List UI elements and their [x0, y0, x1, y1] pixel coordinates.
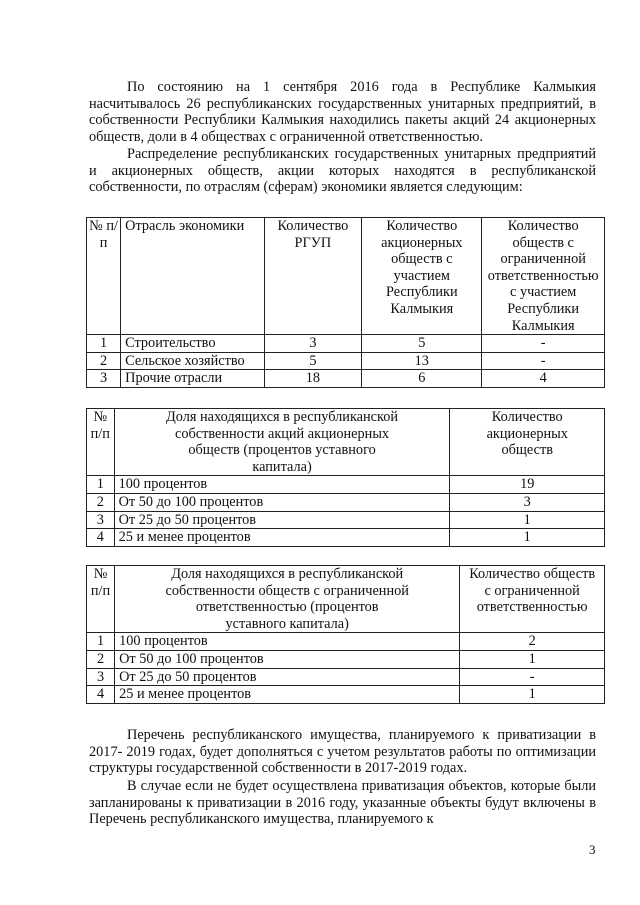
- paragraph-distribution: Распределение республиканских государственных унитарных предприятий и акционерных обществ, акции которых находятся в республиканской собственности, по отраслям (сферам) экономики является следующим:: [89, 146, 596, 196]
- header-num: № п/п: [87, 409, 115, 476]
- cell-count: 1: [460, 650, 605, 668]
- cell-count: -: [460, 668, 605, 686]
- table-row: [87, 335, 605, 353]
- cell-rgup: 5: [264, 352, 362, 370]
- table-row: [87, 511, 605, 529]
- table-row: [87, 650, 605, 668]
- table-row: [87, 476, 605, 494]
- table-row: [87, 529, 605, 547]
- paragraph-privatization-list: Перечень республиканского имущества, планируемого к приватизации в 2017- 2019 годах, будет дополняться с учетом результатов работы по оптимизации структуры государственной собственности в 2017-2019 годах.: [89, 727, 596, 777]
- table-row: [87, 370, 605, 388]
- table-header-row: [87, 409, 605, 476]
- cell-share: От 25 до 50 процентов: [114, 511, 450, 529]
- table-row: [87, 686, 605, 704]
- paragraph-privatization-carryover: В случае если не будет осуществлена приватизация объектов, которые были запланированы к приватизации в 2016 году, указанные объекты будут включены в Перечень республиканского имущества, планируемого к: [89, 778, 596, 828]
- cell-rgup: 3: [264, 335, 362, 353]
- header-num: № п/п: [87, 566, 115, 633]
- cell-num: 2: [87, 493, 115, 511]
- cell-num: 3: [87, 511, 115, 529]
- cell-ao: 13: [362, 352, 482, 370]
- cell-branch: Строительство: [121, 335, 264, 353]
- header-share: Доля находящихся в республиканской собственности акций акционерных обществ (процентов уставного капитала): [114, 409, 450, 476]
- cell-num: 1: [87, 633, 115, 651]
- cell-share: От 50 до 100 процентов: [115, 650, 460, 668]
- cell-rgup: 18: [264, 370, 362, 388]
- cell-num: 1: [87, 335, 121, 353]
- cell-num: 3: [87, 370, 121, 388]
- cell-ooo: -: [482, 352, 605, 370]
- cell-share: 25 и менее процентов: [115, 686, 460, 704]
- cell-num: 4: [87, 529, 115, 547]
- table-shares-ao: [86, 408, 605, 547]
- table-row: [87, 493, 605, 511]
- cell-branch: Сельское хозяйство: [121, 352, 264, 370]
- cell-share: От 25 до 50 процентов: [115, 668, 460, 686]
- cell-num: 3: [87, 668, 115, 686]
- table-row: [87, 633, 605, 651]
- cell-num: 2: [87, 352, 121, 370]
- page-number: 3: [589, 842, 596, 857]
- cell-share: 25 и менее процентов: [114, 529, 450, 547]
- cell-num: 1: [87, 476, 115, 494]
- header-num: № п/п: [87, 218, 121, 335]
- table-row: [87, 352, 605, 370]
- cell-share: От 50 до 100 процентов: [114, 493, 450, 511]
- cell-share: 100 процентов: [115, 633, 460, 651]
- header-rgup: Количество РГУП: [264, 218, 362, 335]
- header-count: Количество обществ с ограниченной ответственностью: [460, 566, 605, 633]
- header-ao: Количество акционерных обществ с участием Республики Калмыкия: [362, 218, 482, 335]
- table-header-row: [87, 566, 605, 633]
- cell-branch: Прочие отрасли: [121, 370, 264, 388]
- cell-count: 1: [450, 529, 605, 547]
- cell-count: 1: [460, 686, 605, 704]
- header-branch: Отрасль экономики: [121, 218, 264, 335]
- cell-ao: 5: [362, 335, 482, 353]
- cell-num: 2: [87, 650, 115, 668]
- header-share: Доля находящихся в республиканской собственности обществ с ограниченной ответственностью (процентов уставного капитала): [115, 566, 460, 633]
- paragraph-intro: По состоянию на 1 сентября 2016 года в Республике Калмыкия насчитывалось 26 республиканских государственных унитарных предприятий, в собственности Республики Калмыкия находились пакеты акций 24 акционерных обществ, доли в 4 обществах с ограниченной ответственностью.: [89, 79, 596, 145]
- cell-count: 3: [450, 493, 605, 511]
- table-header-row: [87, 218, 605, 335]
- cell-ooo: 4: [482, 370, 605, 388]
- cell-ooo: -: [482, 335, 605, 353]
- cell-count: 1: [450, 511, 605, 529]
- cell-count: 19: [450, 476, 605, 494]
- header-count: Количество акционерных обществ: [450, 409, 605, 476]
- table-shares-ooo: [86, 565, 605, 704]
- cell-ao: 6: [362, 370, 482, 388]
- cell-share: 100 процентов: [114, 476, 450, 494]
- cell-num: 4: [87, 686, 115, 704]
- cell-count: 2: [460, 633, 605, 651]
- header-ooo: Количество обществ с ограниченной ответственностью с участием Республики Калмыкия: [482, 218, 605, 335]
- table-by-branch: [86, 217, 605, 388]
- table-row: [87, 668, 605, 686]
